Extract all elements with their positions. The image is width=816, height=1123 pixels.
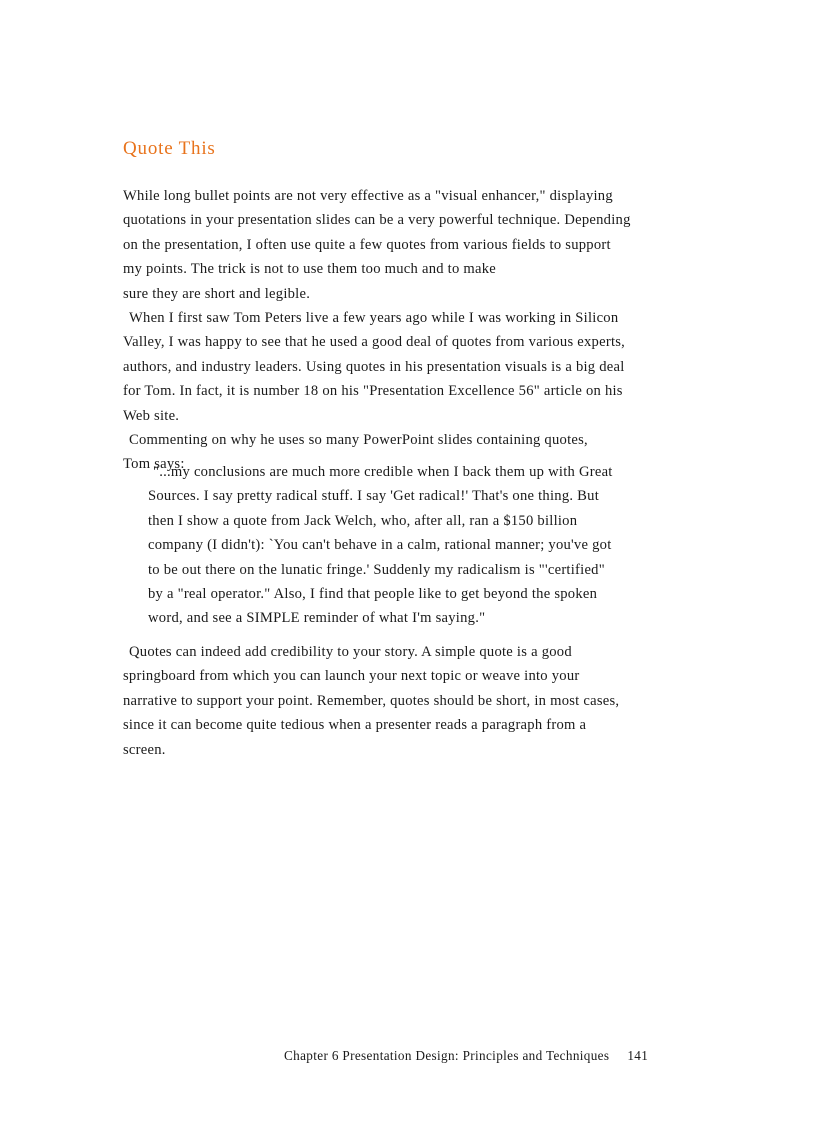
page-footer [284,1048,648,1064]
text-line: for Tom. In fact, it is number 18 on his "Presentation Excellence 56" article on his [123,383,623,400]
text-line: narrative to support your point. Remember, quotes should be short, in most cases, [123,692,620,709]
closing-paragraph [123,640,703,762]
text-line: springboard from which you can launch your next topic or weave into your [123,668,580,685]
text-line: on the presentation, I often use quite a few quotes from various fields to support [123,236,611,253]
text-line: sure they are short and legible. [123,285,311,302]
text-line: my points. The trick is not to use them too much and to make [123,261,497,278]
block-quote [148,460,708,631]
text-line: Quotes can indeed add credibility to your story. A simple quote is a good [129,644,572,660]
text-line: screen. [123,741,166,758]
quote-line: Sources. I say pretty radical stuff. I say 'Get radical!' That's one thing. But [148,488,600,505]
chapter-title: Chapter 6 Presentation Design: Principles and Techniques [284,1048,610,1063]
text-line: While long bullet points are not very effective as a "visual enhancer," displaying [123,188,613,204]
quote-line: to be out there on the lunatic fringe.' Suddenly my radicalism is "'certified" [148,561,605,578]
text-line: Tom says: [123,456,185,473]
quote-line: then I show a quote from Jack Welch, who, after all, ran a $150 billion [148,512,578,529]
section-title: Quote This [123,138,216,159]
text-line: Web site. [123,407,180,424]
text-line: quotations in your presentation slides can be a very powerful technique. Depending [123,212,631,229]
intro-text [123,184,703,477]
paragraph-2 [123,306,703,428]
text-line: Valley, I was happy to see that he used a good deal of quotes from various experts, [123,334,626,351]
quote-line: by a "real operator." Also, I find that people like to get beyond the spoken [148,586,598,603]
paragraph-1 [123,184,703,306]
text-line: When I first saw Tom Peters live a few years ago while I was working in Silicon [129,310,619,327]
text-line: Commenting on why he uses so many PowerPoint slides containing quotes, [129,432,588,449]
text-line: authors, and industry leaders. Using quotes in his presentation visuals is a big deal [123,358,625,375]
page-number: 141 [627,1048,649,1063]
quote-line: "...my conclusions are much more credible when I back them up with Great [153,464,613,480]
text-line: since it can become quite tedious when a presenter reads a paragraph from a [123,717,587,734]
quote-line: word, and see a SIMPLE reminder of what I'm saying." [148,610,486,627]
quote-line: company (I didn't): `You can't behave in a calm, rational manner; you've got [148,537,612,554]
